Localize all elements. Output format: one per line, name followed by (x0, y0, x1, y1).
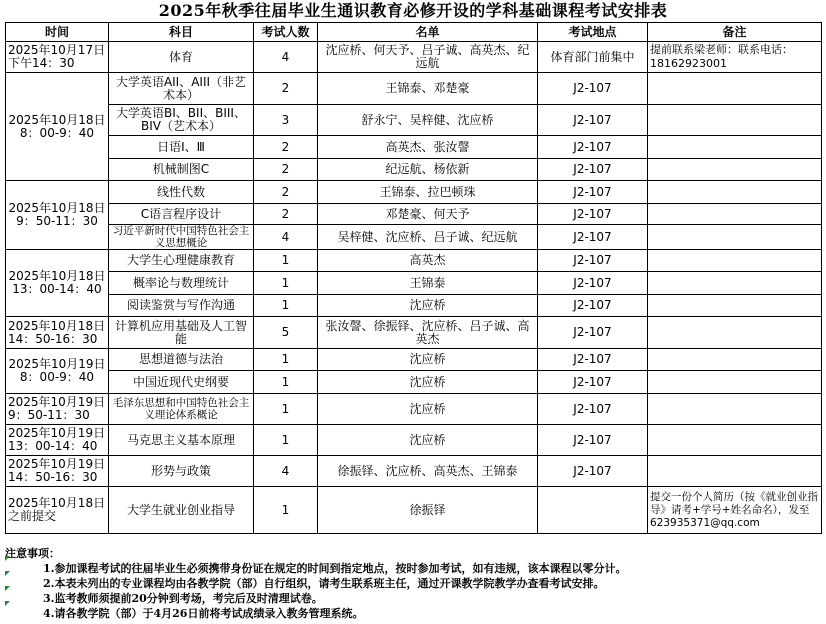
place-cell: J2-107 (538, 204, 648, 225)
subject-cell: 阅读鉴赏与写作沟通 (109, 295, 254, 317)
subject-cell: 毛泽东思想和中国特色社会主义理论体系概论 (109, 394, 254, 425)
time-cell: 2025年10月17日下午14：30 (6, 42, 109, 73)
count-cell: 2 (254, 181, 318, 204)
note-cell (648, 371, 822, 394)
note-cell: 提交一份个人简历（按《就业创业指导》请考+学号+姓名命名），发至623935371@qq.com (648, 487, 822, 534)
place-cell: J2-107 (538, 105, 648, 136)
place-cell: J2-107 (538, 272, 648, 295)
count-cell: 1 (254, 371, 318, 394)
header-subject: 科目 (109, 23, 254, 42)
cell-comment-marker-icon (5, 586, 10, 591)
names-cell: 沈应桥 (318, 349, 538, 371)
names-cell: 沈应桥 (318, 371, 538, 394)
time-cell: 2025年10月18日9：50-11：30 (6, 181, 109, 250)
place-cell: J2-107 (538, 371, 648, 394)
subject-cell: 线性代数 (109, 181, 254, 204)
header-names: 名单 (318, 23, 538, 42)
place-cell: J2-107 (538, 250, 648, 272)
count-cell: 1 (254, 272, 318, 295)
place-cell: 体育部门前集中 (538, 42, 648, 73)
names-cell: 沈应桥 (318, 425, 538, 456)
table-row (6, 225, 822, 250)
note-item: 4.请各教学院（部）于4月26日前将考试成绩录入教务管理系统。 (43, 607, 364, 620)
subject-cell: 概率论与数理统计 (109, 272, 254, 295)
place-cell: J2-107 (538, 136, 648, 159)
table-row (6, 317, 822, 349)
count-cell: 2 (254, 204, 318, 225)
note-cell (648, 181, 822, 204)
subject-cell: 大学生心理健康教育 (109, 250, 254, 272)
count-cell: 4 (254, 456, 318, 487)
table-row (6, 105, 822, 136)
names-cell: 沈应桥 (318, 295, 538, 317)
count-cell: 4 (254, 42, 318, 73)
table-row (6, 394, 822, 425)
time-cell: 2025年10月18日8：00-9：40 (6, 73, 109, 181)
subject-cell: 习近平新时代中国特色社会主义思想概论 (109, 225, 254, 250)
time-cell: 2025年10月18日13：00-14：40 (6, 250, 109, 317)
table-row (6, 204, 822, 225)
subject-cell: 日语Ⅰ、Ⅲ (109, 136, 254, 159)
place-cell (538, 487, 648, 534)
note-cell (648, 250, 822, 272)
note-cell: 提前联系梁老师：联系电话：18162923001 (648, 42, 822, 73)
table-row (6, 425, 822, 456)
subject-cell: 计算机应用基础及人工智能 (109, 317, 254, 349)
notes-section (5, 546, 821, 621)
place-cell: J2-107 (538, 225, 648, 250)
header-note: 备注 (648, 23, 822, 42)
sheet-title: 2025年秋季往届毕业生通识教育必修开设的学科基础课程考试安排表 (158, 1, 668, 20)
note-cell (648, 317, 822, 349)
place-cell: J2-107 (538, 349, 648, 371)
place-cell: J2-107 (538, 317, 648, 349)
count-cell: 1 (254, 487, 318, 534)
subject-cell: C语言程序设计 (109, 204, 254, 225)
note-cell (648, 425, 822, 456)
count-cell: 2 (254, 136, 318, 159)
subject-cell: 大学英语BI、BII、BIII、BIV（艺术本） (109, 105, 254, 136)
count-cell: 1 (254, 250, 318, 272)
time-cell: 2025年10月18日之前提交 (6, 487, 109, 534)
count-cell: 1 (254, 349, 318, 371)
count-cell: 1 (254, 425, 318, 456)
table-row (6, 181, 822, 204)
header-place: 考试地点 (538, 23, 648, 42)
exam-table (5, 22, 822, 534)
count-cell: 2 (254, 159, 318, 181)
names-cell: 王锦泰、拉巴顿珠 (318, 181, 538, 204)
note-cell (648, 73, 822, 105)
subject-cell: 机械制图C (109, 159, 254, 181)
note-cell (648, 272, 822, 295)
names-cell: 沈应桥、何天予、吕子诚、高英杰、纪远航 (318, 42, 538, 73)
cell-comment-marker-icon (5, 601, 10, 606)
count-cell: 3 (254, 105, 318, 136)
count-cell: 2 (254, 73, 318, 105)
note-item: 1.参加课程考试的往届毕业生必须携带身份证在规定的时间到指定地点，按时参加考试，如有违规，该本课程以零分计。 (43, 562, 627, 575)
table-row (6, 42, 822, 73)
place-cell: J2-107 (538, 394, 648, 425)
place-cell: J2-107 (538, 73, 648, 105)
subject-cell: 马克思主义基本原理 (109, 425, 254, 456)
table-row (6, 456, 822, 487)
place-cell: J2-107 (538, 456, 648, 487)
names-cell: 吴梓健、沈应桥、吕子诚、纪远航 (318, 225, 538, 250)
names-cell: 舒永宁、吴梓健、沈应桥 (318, 105, 538, 136)
count-cell: 5 (254, 317, 318, 349)
time-cell: 2025年10月18日14：50-16：30 (6, 317, 109, 349)
notes-heading: 注意事项： (5, 547, 60, 560)
count-cell: 1 (254, 394, 318, 425)
time-cell: 2025年10月19日14：50-16：30 (6, 456, 109, 487)
count-cell: 1 (254, 295, 318, 317)
note-cell (648, 105, 822, 136)
subject-cell: 中国近现代史纲要 (109, 371, 254, 394)
note-cell (648, 225, 822, 250)
header-time: 时间 (6, 23, 109, 42)
table-row (6, 250, 822, 272)
table-row (6, 349, 822, 371)
names-cell: 纪远航、杨依新 (318, 159, 538, 181)
names-cell: 徐振铎 (318, 487, 538, 534)
subject-cell: 大学英语AII、AIII（非艺术本） (109, 73, 254, 105)
names-cell: 高英杰 (318, 250, 538, 272)
note-cell (648, 295, 822, 317)
names-cell: 邓楚豪、何天予 (318, 204, 538, 225)
time-cell: 2025年10月19日9：50-11：30 (6, 394, 109, 425)
note-item: 2.本表未列出的专业课程均由各教学院（部）自行组织，请考生联系班主任，通过开课教学院教学办查看考试安排。 (43, 577, 605, 590)
names-cell: 高英杰、张汝謦 (318, 136, 538, 159)
table-row (6, 371, 822, 394)
table-row (6, 136, 822, 159)
table-row (6, 272, 822, 295)
table-row (6, 487, 822, 534)
cell-comment-marker-icon (5, 556, 10, 561)
names-cell: 王锦泰 (318, 272, 538, 295)
names-cell: 王锦泰、邓楚豪 (318, 73, 538, 105)
names-cell: 张汝謦、徐振铎、沈应桥、吕子诚、高英杰 (318, 317, 538, 349)
note-cell (648, 204, 822, 225)
place-cell: J2-107 (538, 295, 648, 317)
place-cell: J2-107 (538, 159, 648, 181)
note-item: 3.监考教师须提前20分钟到考场，考完后及时清理试卷。 (43, 592, 323, 605)
names-cell: 徐振铎、沈应桥、高英杰、王锦泰 (318, 456, 538, 487)
place-cell: J2-107 (538, 181, 648, 204)
table-header-row (6, 23, 822, 42)
names-cell: 沈应桥 (318, 394, 538, 425)
time-cell: 2025年10月19日8：00-9：40 (6, 349, 109, 394)
table-row (6, 73, 822, 105)
table-row (6, 159, 822, 181)
subject-cell: 体育 (109, 42, 254, 73)
note-cell (648, 136, 822, 159)
count-cell: 4 (254, 225, 318, 250)
note-cell (648, 394, 822, 425)
note-cell (648, 349, 822, 371)
cell-comment-marker-icon (5, 571, 10, 576)
subject-cell: 思想道德与法治 (109, 349, 254, 371)
subject-cell: 大学生就业创业指导 (109, 487, 254, 534)
place-cell: J2-107 (538, 425, 648, 456)
header-count: 考试人数 (254, 23, 318, 42)
note-cell (648, 456, 822, 487)
note-cell (648, 159, 822, 181)
subject-cell: 形势与政策 (109, 456, 254, 487)
table-row (6, 295, 822, 317)
time-cell: 2025年10月19日13：00-14：40 (6, 425, 109, 456)
